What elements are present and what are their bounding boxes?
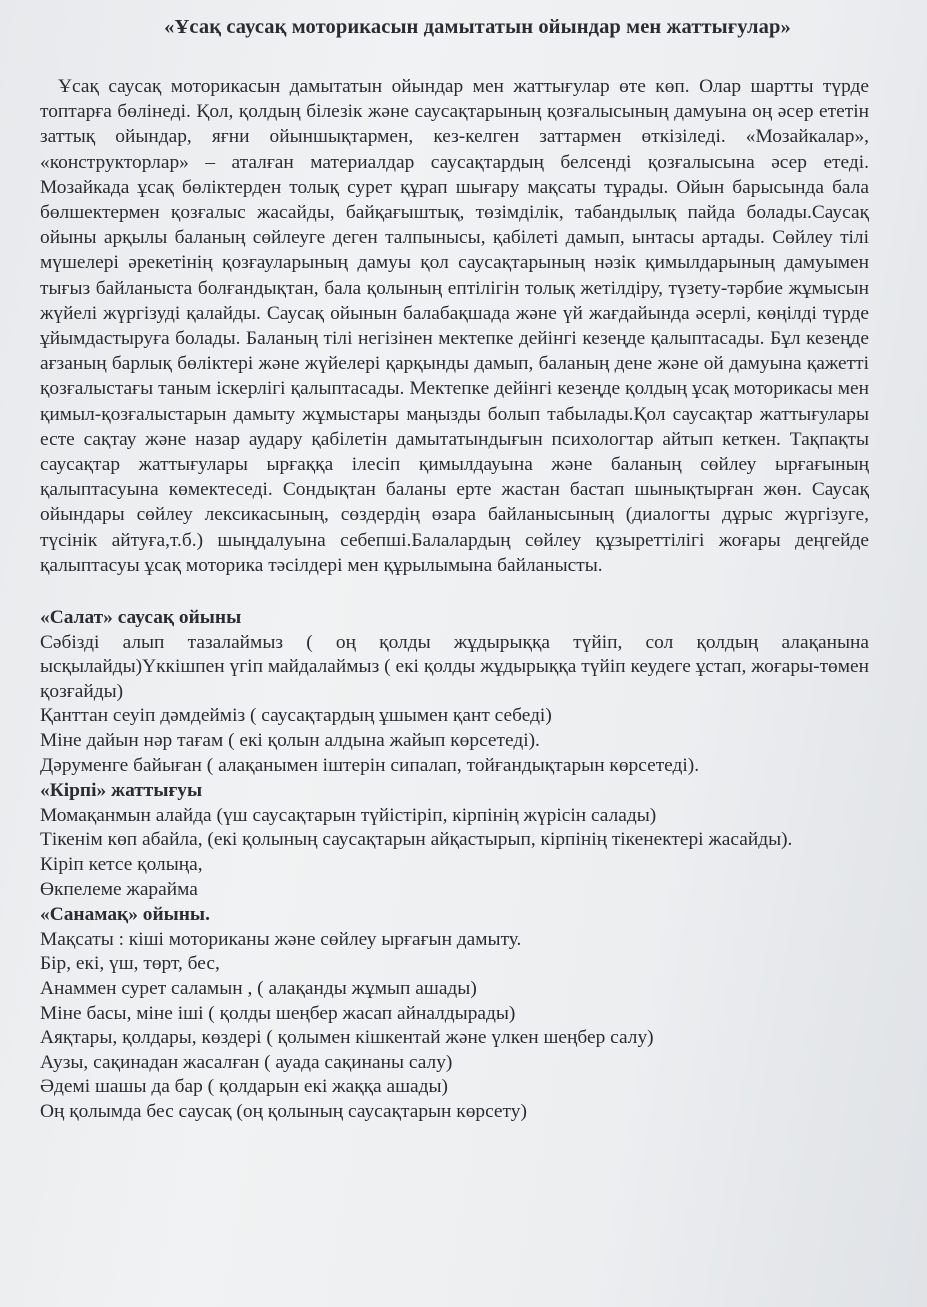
verse-line: Анаммен сурет саламын , ( алақанды жұмып ашады) [40,977,477,999]
section-salat [40,606,869,1124]
verse-line: Мақсаты : кіші моториканы және сөйлеу ырғағын дамыту. [40,928,522,950]
section-heading-kirpi: «Кірпі» жаттығуы [40,780,203,802]
intro-paragraph: Ұсақ саусақ моторикасын дамытатын ойындар мен жаттығулар өте көп. Олар шартты түрде топтарға бөлінеді. Қол, қолдың білезік және саусақтарының қозғалысының дамуына оң әсер ететін заттық ойындар, яғни ойыншықтармен, кез-келген заттармен өткізіледі. «Мозайкалар», «конструкторлар» – аталған материалдар саусақтардың белсенді қозғалысына әсер етеді. Мозайкада ұсақ бөліктерден толық сурет құрап шығару мақсаты тұрады. Ойын барысында бала бөлшектермен қозғалыс жасайды, байқағыштық, төзімділік, табандылық пайда болады.Саусақ ойыны арқылы баланың сөйлеуге деген талпынысы, қабілеті дамып, ынтасы артады. Сөйлеу тілі мүшелері әрекетінің қозғауларының дамуы қол саусақтарының нәзік қимылдарының дамуымен тығыз байланыста болғандықтан, бала қолының ептілігін толық жетілдіру, түзету-тәрбие жұмысын жүйелі жүргізуді қалайды. Саусақ ойынын балабақшада және үй жағдайында әсерлі, көңілді түрде ұйымдастыруға болады. Баланың тілі негізінен мектепке дейінгі кезеңде қалыптасады. Бұл кезеңде ағзаның барлық бөліктері және жүйелері қарқынды дамып, баланың дене және ой дамуына қажетті қозғалыстағы таным іскерлігі қалыптасады. Мектепке дейінгі кезеңде қолдың ұсақ моторикасы мен қимыл-қозғалыстарын дамыту жұмыстары маңызды болып табылады.Қол саусақтар жаттығулары есте сақтау және назар аудару қабілетін дамытатындығын психологтар айтып кеткен. Тақпақты саусақтар жаттығулары ырғаққа ілесіп қимылдауына және баланың сөйлеу ырғағының қалыптасуына көмектеседі. Сондықтан баланы ерте жастан бастап шынықтырған жөн. Саусақ ойындары сөйлеу лексикасының, сөздердің өзара байланысының (диалогты дұрыс жүргізуге, түсінік айтуға,т.б.) шыңдалуына себепші.Балалардың сөйлеу құзыреттілігі жоғары деңгейде қалыптасуы ұсақ моторика тәсілдері мен құрылымына байланысты. [40,76,869,576]
verse-line: Міне басы, міне іші ( қолды шеңбер жасап айналдырады) [40,1002,516,1024]
document-title: «Ұсақ саусақ моторикасын дамытатын ойындар мен жаттығулар» [164,16,791,38]
verse-line: Кіріп кетсе қолыңа, [40,854,203,875]
section-heading-sanamak: «Санамақ» ойыны. [40,904,210,926]
verse-line: Әдемі шашы да бар ( қолдарын екі жаққа ашады) [40,1076,448,1098]
verse-line: Қанттан сеуіп дәмдейміз ( саусақтардың ұшымен қант себеді) [40,705,552,727]
verse-line: Сәбізді алып тазалаймыз ( оң қолды жұдырыққа түйіп, сол қолдың алақанына ысқылайды)Үккішпен үгіп майдалаймыз ( екі қолды жұдырыққа түйіп кеудеге ұстап, жоғары-төмен қозғайды) [40,631,869,702]
verse-line: Аяқтары, қолдары, көздері ( қолымен кішкентай және үлкен шеңбер салу) [40,1027,654,1049]
verse-line: Дәруменге байыған ( алақанымен іштерін сипалап, тойғандықтарын көрсетеді). [40,754,700,776]
verse-line: Міне дайын нәр тағам ( екі қолын алдына жайып көрсетеді). [40,730,540,752]
verse-line: Бір, екі, үш, төрт, бес, [40,953,220,975]
section-heading-salat: «Салат» саусақ ойыны [40,607,242,629]
verse-line: Өкпелеме жарайма [40,878,198,900]
verse-line: Момақанмын алайда (үш саусақтарын түйістіріп, кірпінің жүрісін салады) [40,804,657,826]
verse-line: Тікенім көп абайла, (екі қолының саусақтарын айқастырып, кірпінің тікенектері жасайды). [40,829,793,851]
verse-line: Аузы, сақинадан жасалған ( ауада сақинаны салу) [40,1051,453,1073]
verse-line: Оң қолымда бес саусақ (оң қолының саусақтарын көрсету) [40,1100,527,1122]
